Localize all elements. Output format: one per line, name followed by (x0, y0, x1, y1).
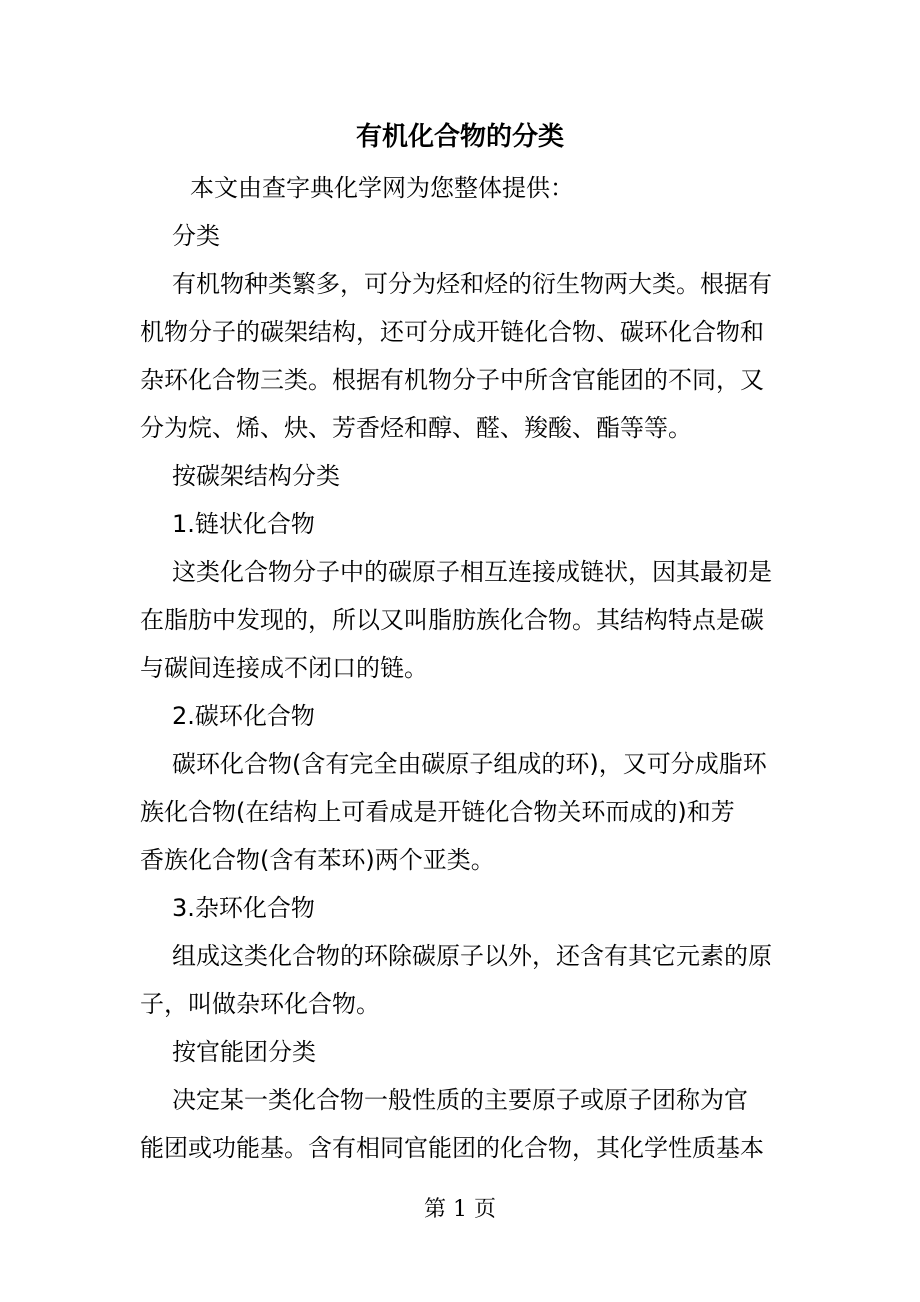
subheading-carbocyclic-compounds: 2.碳环化合物 (172, 702, 315, 730)
paragraph-line: 能团或功能基。含有相同官能团的化合物，其化学性质基本 (140, 1134, 764, 1162)
paragraph-line: 族化合物(在结构上可看成是开链化合物关环而成的)和芳 (140, 798, 735, 826)
paragraph-line: 碳环化合物(含有完全由碳原子组成的环)，又可分成脂环 (172, 750, 767, 778)
intro-line: 本文由查字典化学网为您整体提供： (190, 174, 574, 202)
page-number: 第 1 页 (424, 1197, 496, 1222)
paragraph-line: 香族化合物(含有苯环)两个亚类。 (140, 846, 495, 874)
subheading-heterocyclic-compounds: 3.杂环化合物 (172, 894, 315, 922)
subheading-chain-compounds: 1.链状化合物 (172, 510, 315, 538)
paragraph-line: 杂环化合物三类。根据有机物分子中所含官能团的不同，又 (140, 366, 764, 394)
paragraph-line: 子，叫做杂环化合物。 (140, 990, 380, 1018)
paragraph-line: 与碳间连接成不闭口的链。 (140, 654, 428, 682)
paragraph-line: 分为烷、烯、炔、芳香烃和醇、醛、羧酸、酯等等。 (140, 414, 692, 442)
paragraph-line: 决定某一类化合物一般性质的主要原子或原子团称为官 (172, 1086, 748, 1114)
paragraph-line: 有机物种类繁多，可分为烃和烃的衍生物两大类。根据有 (172, 270, 772, 298)
document-title: 有机化合物的分类 (355, 122, 564, 152)
section-heading-carbon-skeleton: 按碳架结构分类 (172, 462, 340, 490)
section-heading-functional-groups: 按官能团分类 (172, 1038, 316, 1066)
paragraph-line: 这类化合物分子中的碳原子相互连接成链状，因其最初是 (172, 558, 772, 586)
paragraph-line: 在脂肪中发现的，所以又叫脂肪族化合物。其结构特点是碳 (140, 606, 764, 634)
paragraph-line: 组成这类化合物的环除碳原子以外，还含有其它元素的原 (172, 942, 772, 970)
paragraph-line: 机物分子的碳架结构，还可分成开链化合物、碳环化合物和 (140, 318, 764, 346)
section-heading-classification: 分类 (172, 222, 220, 250)
